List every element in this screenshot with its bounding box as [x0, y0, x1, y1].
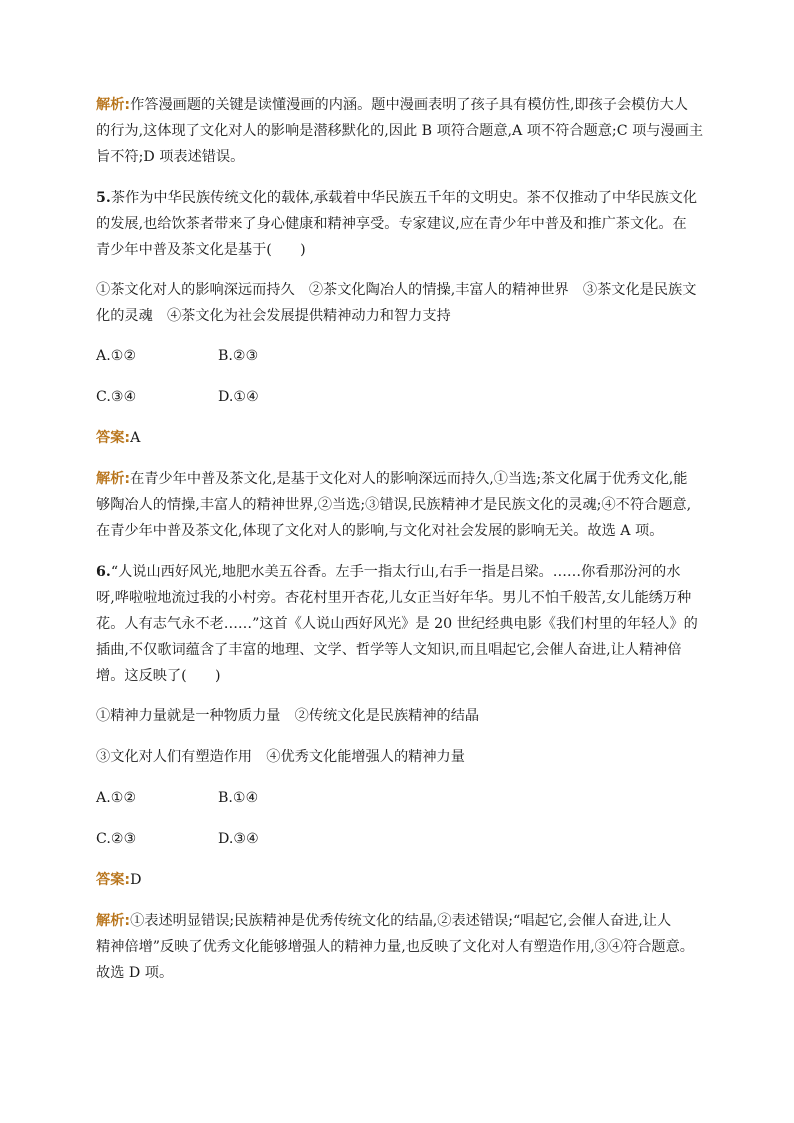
question-number: 6.: [96, 564, 111, 580]
question-stem: [96, 559, 700, 689]
options-row: [96, 384, 700, 410]
stem-line: 增。这反映了( ): [96, 668, 221, 684]
statement-line: ①精神力量就是一种物质力量 ②传统文化是民族精神的结晶: [96, 708, 480, 724]
statement-line: ①茶文化对人的影响深远而持久 ②茶文化陶冶人的情操,丰富人的精神世界 ③茶文化是民族文: [96, 282, 697, 298]
option-b: B.①④: [218, 790, 259, 806]
analysis-block: [96, 466, 700, 544]
option-a: A.①②: [96, 348, 137, 364]
analysis-line: 作答漫画题的关键是读懂漫画的内涵。题中漫画表明了孩子具有模仿性,即孩子会模仿大人: [130, 97, 688, 113]
statement-line: ③文化对人们有塑造作用 ④优秀文化能增强人的精神力量: [96, 749, 465, 765]
analysis-line: 够陶冶人的情操,丰富人的精神世界,②当选;③错误,民族精神才是民族文化的灵魂;④不符合题意,: [96, 497, 692, 513]
stem-line: 花。人有志气永不老……”这首《人说山西好风光》是 20 世纪经典电影《我们村里的年轻人》的: [96, 616, 698, 632]
stem-line: 青少年中普及茶文化是基于( ): [96, 242, 306, 258]
options-row: [96, 826, 700, 852]
option-c: C.②③: [96, 831, 137, 847]
answer-value: A: [130, 430, 141, 446]
option-c: C.③④: [96, 389, 137, 405]
analysis-line: 故选 D 项。: [96, 965, 174, 981]
document-page: [96, 92, 704, 986]
stem-line: 呀,哗啦啦地流过我的小村旁。杏花村里开杏花,儿女正当好年华。男儿不怕千般苦,女儿能绣万种: [96, 590, 692, 606]
analysis-line: 在青少年中普及茶文化,是基于文化对人的影响深远而持久,①当选;茶文化属于优秀文化,能: [130, 471, 688, 487]
analysis-line: 在青少年中普及茶文化,体现了文化对人的影响,与文化对社会发展的影响无关。故选 A 项。: [96, 523, 664, 539]
statement-line: 化的灵魂 ④茶文化为社会发展提供精神动力和智力支持: [96, 308, 451, 324]
analysis-label: 解析:: [96, 471, 131, 487]
stem-line: “人说山西好风光,地肥水美五谷香。左手一指太行山,右手一指是吕梁。……你看那汾河的水: [110, 564, 681, 580]
option-d: D.①④: [218, 389, 259, 405]
analysis-line: ①表述明显错误;民族精神是优秀传统文化的结晶,②表述错误;“唱起它,会催人奋进,让人: [130, 913, 672, 929]
stem-line: 的发展,也给饮茶者带来了身心健康和精神享受。专家建议,应在青少年中普及和推广茶文化。在: [96, 216, 687, 232]
question-number: 5.: [96, 190, 111, 206]
options-row: [96, 343, 700, 369]
analysis-line: 精神倍增”反映了优秀文化能够增强人的精神力量,也反映了文化对人有塑造作用,③④符合题意。: [96, 939, 694, 955]
stem-line: 茶作为中华民族传统文化的载体,承载着中华民族五千年的文明史。茶不仅推动了中华民族文化: [110, 190, 698, 206]
analysis-block: [96, 908, 700, 986]
answer: [96, 425, 700, 451]
statements: [96, 277, 700, 329]
analysis-line: 旨不符;D 项表述错误。: [96, 149, 245, 165]
answer: [96, 867, 700, 893]
analysis-label: 解析:: [96, 913, 131, 929]
option-b: B.②③: [218, 348, 259, 364]
answer-label: 答案:: [96, 430, 131, 446]
analysis-block-q4: [96, 92, 704, 170]
analysis-label: 解析:: [96, 97, 131, 113]
answer-value: D: [130, 872, 142, 888]
options-row: [96, 785, 700, 811]
stem-line: 插曲,不仅歌词蕴含了丰富的地理、文学、哲学等人文知识,而且唱起它,会催人奋进,让人精神倍: [96, 642, 682, 658]
question-stem: [96, 185, 700, 263]
option-d: D.③④: [218, 831, 259, 847]
answer-label: 答案:: [96, 872, 131, 888]
question-5: [96, 185, 700, 544]
option-a: A.①②: [96, 790, 137, 806]
analysis-line: 的行为,这体现了文化对人的影响是潜移默化的,因此 B 项符合题意,A 项不符合题意;C 项与漫画主: [96, 123, 704, 139]
question-6: [96, 559, 700, 986]
